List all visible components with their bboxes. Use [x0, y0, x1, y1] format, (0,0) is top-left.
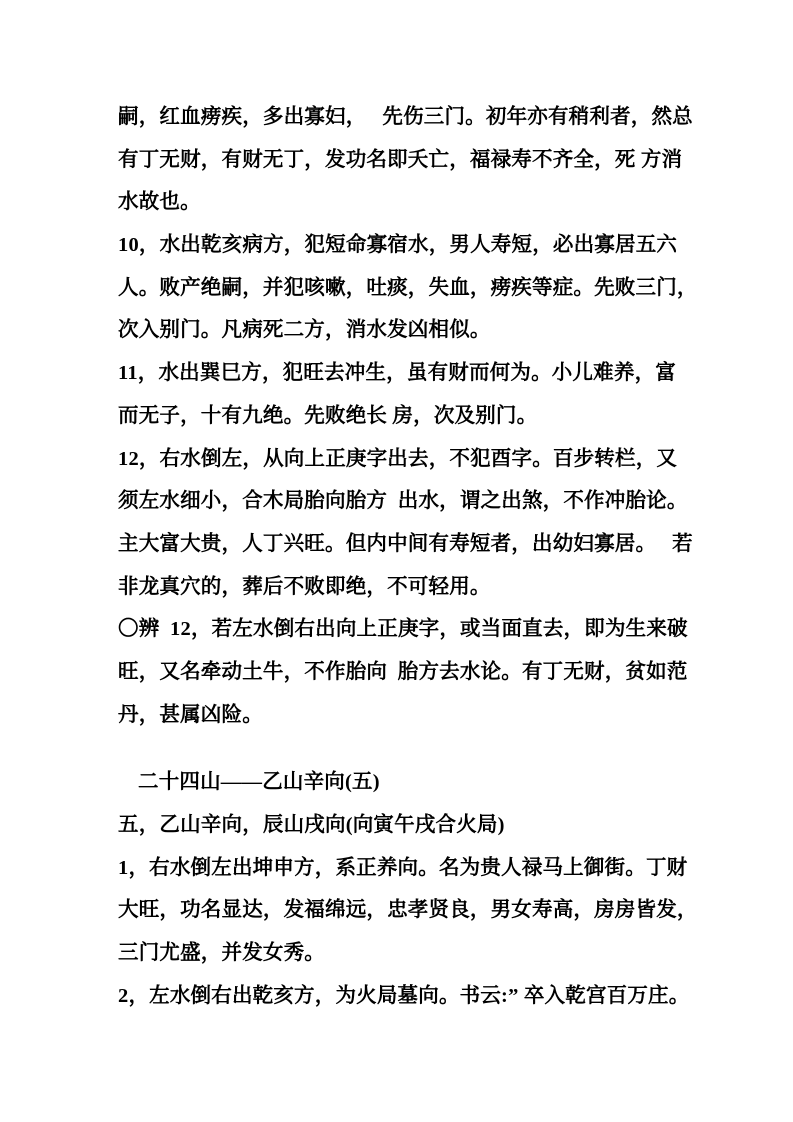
- paragraph: [118, 847, 698, 975]
- text-line: 三门尤盛，并发女秀。: [118, 942, 325, 965]
- text-line: 五，乙山辛向，辰山戌向(向寅午戌合火局): [118, 814, 505, 836]
- paragraph: [118, 438, 693, 609]
- text-line: 大旺，功名显达，发福绵远，忠孝贤良，男女寿高，房房皆发，: [118, 899, 698, 922]
- text-line: 旺，又名牵动土牛，不作胎向 胎方去水论。有丁无财，贫如范: [118, 660, 688, 683]
- paragraph: [118, 352, 690, 437]
- text-line: 11，水出巽巳方，犯旺去冲生，虽有财而何为。小儿难养，富: [118, 362, 676, 385]
- paragraph: [118, 224, 698, 352]
- paragraph: [118, 804, 690, 847]
- text-line: 须左水细小，合木局胎向胎方 出水，谓之出煞，不作冲胎论。: [118, 490, 688, 513]
- text-line: 主大富大贵，人丁兴旺。但内中间有寿短者，出幼妇寡居。 若: [118, 532, 693, 555]
- document-body: [118, 96, 698, 1017]
- paragraph: [118, 608, 690, 736]
- section-heading: [118, 761, 690, 804]
- text-line: 嗣，红血痨疾，多出寡妇， 先伤三门。初年亦有稍利者，然总: [118, 106, 693, 128]
- section-heading-text: 二十四山——乙山辛向(五): [138, 771, 380, 794]
- text-line: 1，右水倒左出坤申方，系正养向。名为贵人禄马上御街。丁财: [118, 856, 688, 879]
- paragraph: [118, 975, 690, 1018]
- text-line: 而无子，十有九绝。先败绝长 房，次及别门。: [118, 404, 538, 427]
- text-line: 丹，甚属凶险。: [118, 703, 263, 726]
- text-line: 人。败产绝嗣，并犯咳嗽，吐痰，失血，痨疾等症。先败三门，: [118, 276, 698, 299]
- paragraph: [118, 96, 693, 224]
- text-line: 2，左水倒右出乾亥方，为火局墓向。书云:” 卒入乾宫百万庄。: [118, 984, 690, 1007]
- text-line: 水故也。: [118, 191, 201, 214]
- text-line: 有丁无财，有财无丁，发功名即夭亡，福禄寿不齐全，死 方消: [118, 148, 683, 171]
- text-line: 〇辨 12，若左水倒右出向上正庚字，或当面直去，即为生来破: [118, 618, 688, 641]
- text-line: 10，水出乾亥病方，犯短命寡宿水，男人寿短，必出寡居五六: [118, 234, 678, 257]
- text-line: 非龙真穴的，葬后不败即绝，不可轻用。: [118, 575, 491, 598]
- text-line: 12，右水倒左，从向上正庚字出去，不犯酉字。百步转栏，又: [118, 447, 678, 470]
- text-line: 次入别门。凡病死二方，消水发凶相似。: [118, 319, 491, 342]
